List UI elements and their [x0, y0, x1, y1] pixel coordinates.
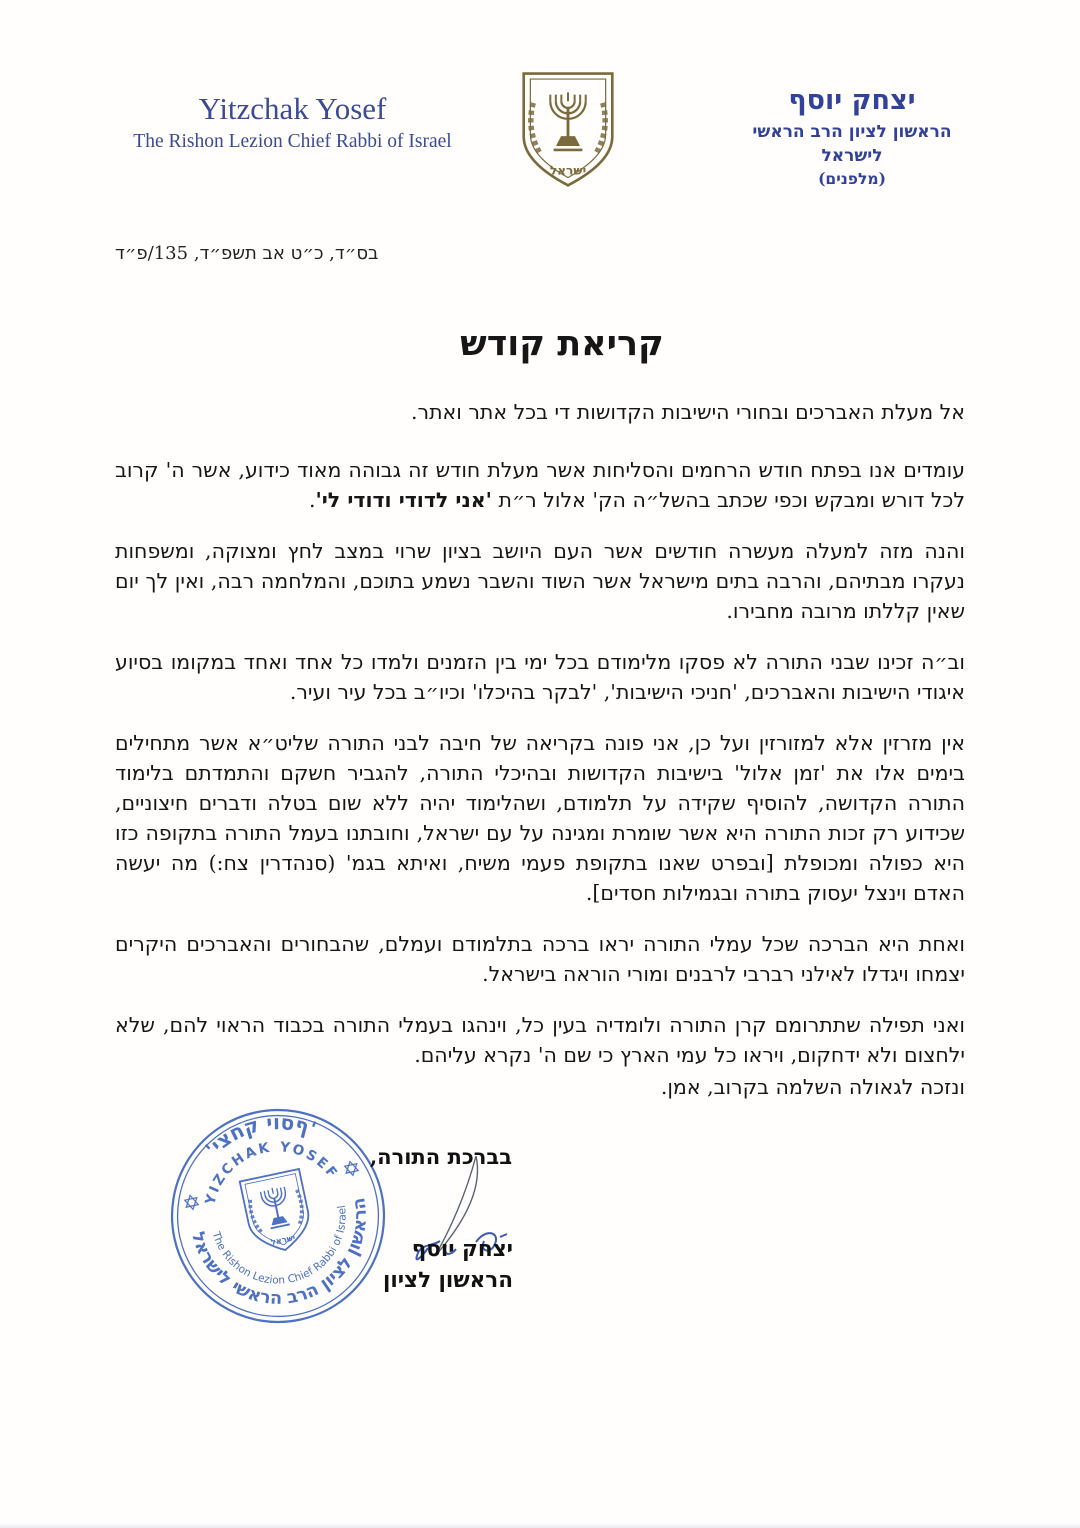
letter-body: [115, 397, 965, 1102]
signature-blessing: בברכת התורה,: [369, 1144, 512, 1169]
header-hebrew-name: יצחק יוסף: [788, 85, 916, 116]
greeting-line: אל מעלת האברכים ובחורי הישיבות הקדושות די בכל אתר ואתר.: [410, 400, 965, 424]
signatory-role: הראשון לציון: [382, 1268, 513, 1293]
letter-paragraph: ואחת היא הברכה שכל עמלי התורה יראו ברכה בתלמודם ועמלם, שהבחורים והאברכים היקרים יצמחו ויגדלו לאילני רברבי לרבנים ומורי הוראה בישראל.: [115, 932, 965, 986]
letter-paragraph: אין מזרזין אלא למזורזין ועל כן, אני פונה בקריאה של חיבה לבני התורה שליט״א אשר מתחילים בימים אלו את 'זמן אלול' בישיבות הקדושות ובהיכלי התורה, להגביר חשקם והתמדתם בלימוד התורה הקדושה, להוסיף שקידה על תלמודם, ושהלימוד יהיה ללא שום בטלה ודברים חיצוניים, שכידוע רק זכות התורה היא אשר שומרת ומגינה על עם ישראל, וחובתנו בעמל התורה בתקופה כזו היא כפולה ומכופלת [ובפרט שאנו בתקופת פעמי משיח, ואיתא בגמ' (סנהדרין צח:) מה יעשה האדם וינצל יעסוק בתורה ובגמילות חסדים].: [115, 731, 965, 905]
scan-edge-artifact: [0, 1523, 1080, 1528]
israel-emblem-icon: [512, 68, 624, 192]
stamp-emblem-icon: [240, 1169, 315, 1256]
stamp-hebrew-name: ‭'יצחק יוסף'‬: [199, 1110, 321, 1161]
letter-paragraph: וב״ה זכינו שבני התורה לא פסקו מלימודם בכל ימי בין הזמנים ולמדו כל אחד ואחד במקומו בסיוע איגודי הישיבות והאברכים, 'חניכי הישיבות', 'לבקר בהיכלו' וכיו״ב בכל עיר ועיר.: [115, 650, 965, 704]
letter-paragraph: והנה מזה למעלה מעשרה חודשים אשר העם היושב בציון שרוי במצב לחץ ומצוקה, ומשפחות נעקרו מבתיהם, והרבה בתים מישראל אשר השוד והשבר נשמע בתוכם, והמלחמה רבה, ואין לך יום שאין קללתו מרובה מחבירו.: [115, 539, 965, 623]
signature-block: [360, 1234, 513, 1296]
header-hebrew-former: (מלפנים): [818, 169, 886, 188]
star-of-david-icon-left: [184, 1194, 199, 1210]
stamp-english-title: The Rishon Lezion Chief Rabbi of Israel: [209, 1204, 349, 1287]
letter-title: קריאת קודש: [460, 323, 664, 364]
header-hebrew-title: הראשון לציון הרב הראשי לישראל: [752, 122, 952, 166]
letter-paragraphs: [115, 455, 965, 1070]
header-english: [100, 92, 485, 155]
header-english-name: Yitzchak Yosef: [198, 91, 387, 126]
closing-line: ונזכה לגאולה השלמה בקרוב, אמן.: [660, 1075, 965, 1099]
rabbi-stamp: [168, 1106, 388, 1326]
svg-text:הראשון לציון הרב הראשי לישראל: [187, 1195, 388, 1326]
date-line: בס״ד, כ״ט אב תשפ״ד, 135/פ״ד: [115, 243, 379, 264]
stamp-english-name: YIZCHAK YOSEF: [202, 1139, 342, 1207]
header-hebrew: [728, 86, 976, 189]
star-of-david-icon-right: [344, 1160, 359, 1176]
letter-paragraph: עומדים אנו בפתח חודש הרחמים והסליחות אשר מעלת חודש זה גבוהה מאוד כידוע, אשר ה' קרוב לכל דורש ומבקש וכפי שכתב בהשל״ה הק' אלול ר״ת 'אני לדודי ודודי לי'.: [115, 458, 965, 512]
header-english-title: The Rishon Lezion Chief Rabbi of Israel: [133, 131, 452, 152]
stamp-hebrew-title: הראשון לציון הרב הראשי לישראל: [186, 1196, 371, 1309]
signatory-name: יצחק יוסף: [411, 1237, 513, 1262]
letter-paragraph: ואני תפילה שתתרומם קרן התורה ולומדיה בעין כל, וינהגו בעמלי התורה בכבוד הראוי להם, שלא ילחצום ולא ידחקום, ויראו כל עמי הארץ כי שם ה' נקרא עליהם.: [115, 1013, 965, 1067]
